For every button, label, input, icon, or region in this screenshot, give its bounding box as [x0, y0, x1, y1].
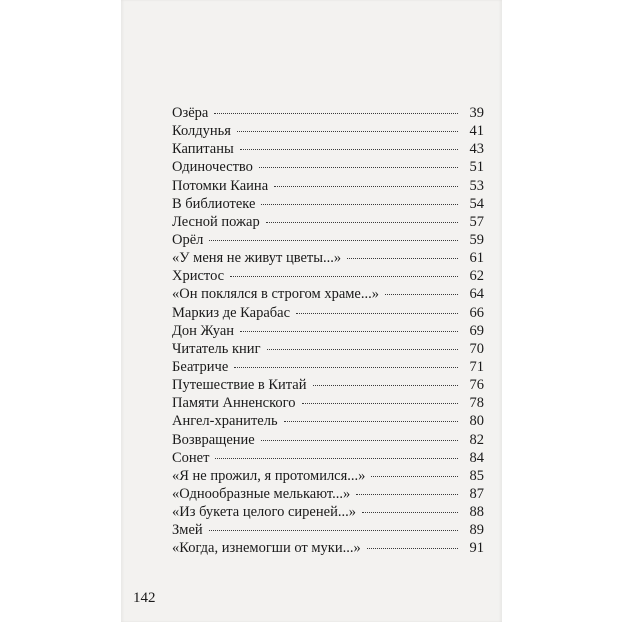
- toc-entry: [172, 122, 484, 140]
- toc-entry-page: 59: [469, 231, 484, 248]
- toc-entry-title: Ангел-хранитель: [172, 413, 278, 430]
- dot-leader: [240, 149, 458, 150]
- dot-leader: [274, 186, 458, 187]
- toc-entry-page: 69: [469, 322, 484, 339]
- toc-entry-page: 80: [469, 413, 484, 430]
- dot-leader: [356, 494, 458, 495]
- dot-leader: [261, 204, 458, 205]
- toc-entry-page: 43: [469, 141, 484, 158]
- dot-leader: [313, 385, 458, 386]
- toc-entry-page: 85: [469, 467, 484, 484]
- toc-entry-title: Памяти Анненского: [172, 395, 296, 412]
- dot-leader: [347, 258, 458, 259]
- toc-entry: [172, 485, 484, 503]
- toc-entry-page: 91: [469, 540, 484, 557]
- toc-entry-title: Потомки Каина: [172, 177, 269, 194]
- toc-entry-title: Дон Жуан: [172, 322, 235, 339]
- toc-entry-page: 88: [469, 504, 484, 521]
- toc-entry: [172, 158, 484, 176]
- dot-leader: [240, 331, 458, 332]
- toc-entry: [172, 503, 484, 521]
- dot-leader: [296, 313, 458, 314]
- toc-entry-title: «Когда, изнемогши от муки...»: [172, 540, 361, 557]
- dot-leader: [230, 276, 458, 277]
- toc-entry-title: «У меня не живут цветы...»: [172, 250, 342, 267]
- toc-entry: [172, 376, 484, 394]
- toc-entry-page: 82: [469, 431, 484, 448]
- toc-entry-page: 78: [469, 395, 484, 412]
- toc-entry-title: «Однообразные мелькают...»: [172, 485, 351, 502]
- toc-entry-page: 51: [469, 159, 484, 176]
- toc-entry-title: Колдунья: [172, 123, 231, 140]
- toc-entry: [172, 539, 484, 557]
- dot-leader: [215, 458, 458, 459]
- table-of-contents: [172, 104, 484, 558]
- toc-entry: [172, 195, 484, 213]
- toc-entry-page: 41: [469, 123, 484, 140]
- toc-entry-page: 62: [469, 268, 484, 285]
- toc-entry-page: 64: [469, 286, 484, 303]
- dot-leader: [214, 113, 458, 114]
- toc-entry-title: Беатриче: [172, 358, 229, 375]
- toc-entry: [172, 521, 484, 539]
- dot-leader: [362, 512, 458, 513]
- toc-entry: [172, 449, 484, 467]
- toc-entry: [172, 104, 484, 122]
- toc-entry: [172, 267, 484, 285]
- toc-entry-page: 39: [469, 105, 484, 121]
- toc-entry-title: В библиотеке: [172, 195, 256, 212]
- toc-entry: [172, 177, 484, 195]
- toc-entry: [172, 467, 484, 485]
- dot-leader: [367, 548, 458, 549]
- dot-leader: [267, 349, 458, 350]
- toc-entry-page: 57: [469, 213, 484, 230]
- dot-leader: [371, 476, 458, 477]
- dot-leader: [209, 240, 458, 241]
- toc-entry-title: Возвращение: [172, 431, 255, 448]
- toc-entry-page: 89: [469, 522, 484, 539]
- toc-entry: [172, 394, 484, 412]
- toc-entry: [172, 412, 484, 430]
- toc-entry-title: Сонет: [172, 449, 210, 466]
- toc-entry-title: Путешествие в Китай: [172, 377, 307, 394]
- toc-entry: [172, 322, 484, 340]
- toc-entry-page: 76: [469, 377, 484, 394]
- dot-leader: [259, 167, 458, 168]
- toc-entry-page: 66: [469, 304, 484, 321]
- toc-entry-page: 54: [469, 195, 484, 212]
- dot-leader: [385, 294, 458, 295]
- dot-leader: [234, 367, 458, 368]
- dot-leader: [302, 403, 459, 404]
- toc-entry: [172, 140, 484, 158]
- toc-entry: [172, 231, 484, 249]
- page-number: 142: [133, 590, 156, 606]
- dot-leader: [209, 530, 458, 531]
- toc-entry-title: Змей: [172, 522, 203, 539]
- toc-entry-title: Озёра: [172, 105, 209, 121]
- toc-entry-page: 53: [469, 177, 484, 194]
- toc-entry-page: 87: [469, 485, 484, 502]
- toc-entry-page: 61: [469, 250, 484, 267]
- toc-entry-title: Маркиз де Карабас: [172, 304, 291, 321]
- toc-entry: [172, 249, 484, 267]
- toc-entry-title: Орёл: [172, 231, 204, 248]
- toc-entry: [172, 304, 484, 322]
- toc-entry-title: «Он поклялся в строгом храме...»: [172, 286, 379, 303]
- toc-entry-title: Христос: [172, 268, 225, 285]
- toc-entry-page: 71: [469, 358, 484, 375]
- dot-leader: [266, 222, 458, 223]
- dot-leader: [284, 421, 458, 422]
- toc-entry-page: 84: [469, 449, 484, 466]
- toc-entry-title: Лесной пожар: [172, 213, 260, 230]
- toc-entry-page: 70: [469, 340, 484, 357]
- toc-entry: [172, 340, 484, 358]
- toc-entry: [172, 358, 484, 376]
- toc-entry-title: Капитаны: [172, 141, 234, 158]
- toc-entry: [172, 285, 484, 303]
- toc-entry-title: «Я не прожил, я протомился...»: [172, 467, 366, 484]
- toc-entry-title: Одиночество: [172, 159, 253, 176]
- toc-entry: [172, 431, 484, 449]
- toc-entry-title: «Из букета целого сиреней...»: [172, 504, 356, 521]
- dot-leader: [261, 440, 458, 441]
- toc-entry: [172, 213, 484, 231]
- dot-leader: [237, 131, 458, 132]
- toc-entry-title: Читатель книг: [172, 340, 261, 357]
